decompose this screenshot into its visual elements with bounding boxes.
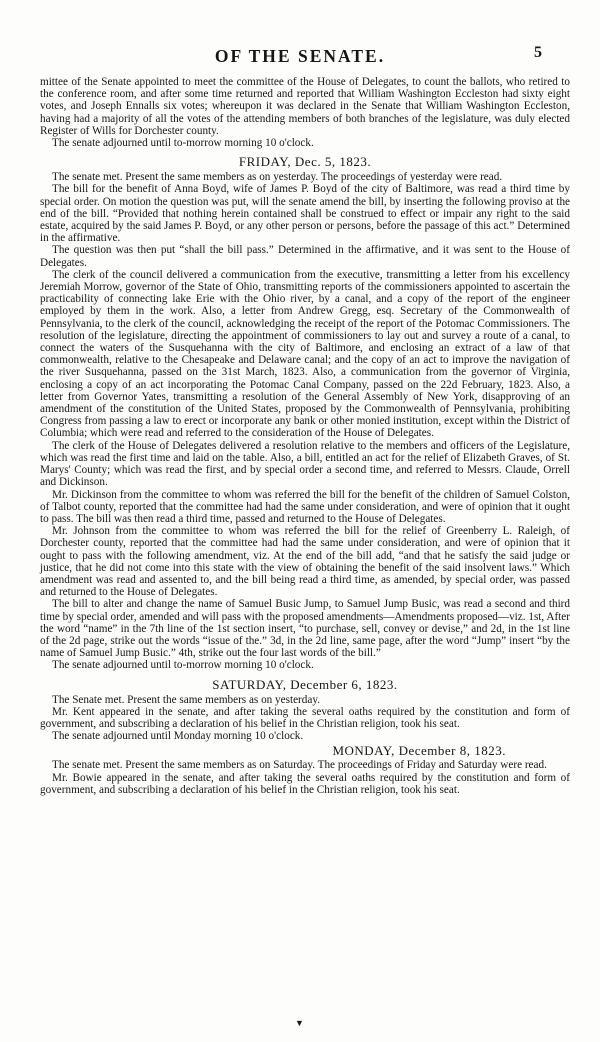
adjournment-paragraph: The senate adjourned until to-morrow morning 10 o'clock. (52, 137, 314, 150)
page-turn-mark: ▼ (295, 1018, 304, 1028)
paragraph: The Senate met. Present the same members as on yesterday. (52, 693, 320, 706)
page-body (40, 76, 570, 796)
page-number: 5 (534, 44, 542, 61)
paragraph: mittee of the Senate appointed to meet the committee of the House of Delegates, to count the ballots, who retired to the conference room, and after some time returned and reported that William Washington Eccleston had sixty eight votes, and Joseph Ennalls six votes; whereupon it was declared in the Senate that William Washington Eccleston, having had a majority of all the votes of the attending members of both branches of the legislature, was duly elected Register of Wills for Dorchester county. (40, 76, 570, 137)
paragraph: Mr. Bowie appeared in the senate, and after taking the several oaths required by the constitution and form of government, and subscribing a declaration of his belief in the Christian religion, took his seat. (40, 771, 570, 796)
paragraph: The question was then put “shall the bill pass.” Determined in the affirmative, and it was sent to the House of Delegates. (40, 244, 570, 269)
paragraph: The senate met. Present the same members as on Saturday. The proceedings of Friday and Saturday were read. (52, 759, 547, 772)
dateline-saturday: SATURDAY, December 6, 1823. (212, 676, 398, 692)
page-header (0, 40, 600, 70)
dateline-monday: MONDAY, December 8, 1823. (332, 743, 506, 759)
adjournment-paragraph: The senate adjourned until Monday morning 10 o'clock. (52, 730, 304, 743)
paragraph: The bill for the benefit of Anna Boyd, wife of James P. Boyd of the city of Baltimore, was read a third time by special order. On motion the question was put, will the senate amend the bill, by inserting the following proviso at the end of the bill. “Provided that nothing herein contained shall be construed to effect or impair any right to the said estate, acquired by the said James P. Boyd, or any other person or persons, before the passage of this act.” Determined in the affirmative. (40, 183, 570, 245)
paragraph: Mr. Johnson from the committee to whom was referred the bill for the relief of Greenberry L. Raleigh, of Dorchester county, reported that the committee had had the same under consideration, and were of opinion that it ought to pass with the following amendment, viz. At the end of the bill add, “and that he satisfy the said judge or justice, that he did not come into this state with the view of obtaining the benefit of the said insolvent laws.” Which amendment was read and assented to, and the bill being read a third time, as amended, by special order, was passed and returned to the House of Delegates. (40, 525, 570, 599)
dateline-friday: FRIDAY, Dec. 5, 1823. (238, 154, 372, 170)
adjournment-paragraph: The senate adjourned until to-morrow morning 10 o'clock. (52, 659, 314, 672)
paragraph: The clerk of the House of Delegates delivered a resolution relative to the members and officers of the Legislature, which was read the first time and laid on the table. Also, a bill, entitled an act for the relief of Elizabeth Graves, of St. Marys' County; which was read the first, and by special order a second time, and referred to Messrs. Claude, Orrell and Dickinson. (40, 439, 570, 489)
paragraph: The clerk of the council delivered a communication from the executive, transmitting a letter from his excellency Jeremiah Morrow, governor of the State of Ohio, transmitting reports of the commissioners appointed to ascertain the practicability of connecting lake Erie with the Ohio river, by a canal, and a copy of the report of the engineer employed by them in the work. Also, a letter from Andrew Gregg, esq. Secretary of the Commonwealth of Pennsylvania, to the clerk of the council, acknowledging the receipt of the report of the Potomac Commissioners. The resolution of the legislature, directing the appointment of commissioners to lay out and survey a route of a canal, to connect the waters of the Susquehanna with the city of Baltimore, and enclosing an extract of a law of that commonwealth, relative to the Chesapeake and Delaware canal; and the copy of an act to improve the navigation of the river Susquehanna, passed on the 31st March, 1823. Also, a communication from the governor of Virginia, enclosing a copy of an act incorporating the Potomac Canal Company, passed on the 22d February, 1823. Also, a letter from Governor Yates, transmitting a resolution of the General Assembly of New York, disapproving of an amendment of the constitution of the United States, proposed by the Commonwealth of Pennsylvania, prohibiting Congress from passing a law to erect or incorporate any bank or other monied institution, except within the District of Columbia; which were read and referred to the consideration of the House of Delegates. (40, 268, 570, 440)
running-title: OF THE SENATE. (214, 46, 386, 66)
paragraph: Mr. Dickinson from the committee to whom was referred the bill for the benefit of the children of Samuel Colston, of Talbot county, reported that the committee had had the same under consideration, and were of opinion that it ought to pass. The bill was then read a third time, passed and returned to the House of Delegates. (40, 488, 570, 525)
paragraph: The bill to alter and change the name of Samuel Busic Jump, to Samuel Jump Busic, was read a second and third time by special order, amended and will pass with the proposed amendments—Amendments proposed—viz. 1st, After the word “name” in the 7th line of the 1st section insert, “to purchase, sell, convey or devise,” and 2d, in the 1st line of the 2d page, strike out the words “issue of the.” 3d, in the 2d line, same page, after the word “Jump” insert “by the name of Samuel Jump Busic.” 4th, strike out the four last words of the bill.” (40, 598, 570, 660)
paragraph: The senate met. Present the same members as on yesterday. The proceedings of yesterday were read. (52, 171, 503, 184)
paragraph: Mr. Kent appeared in the senate, and after taking the several oaths required by the constitution and form of government, and subscribing a declaration of his belief in the Christian religion, took his seat. (40, 705, 570, 730)
